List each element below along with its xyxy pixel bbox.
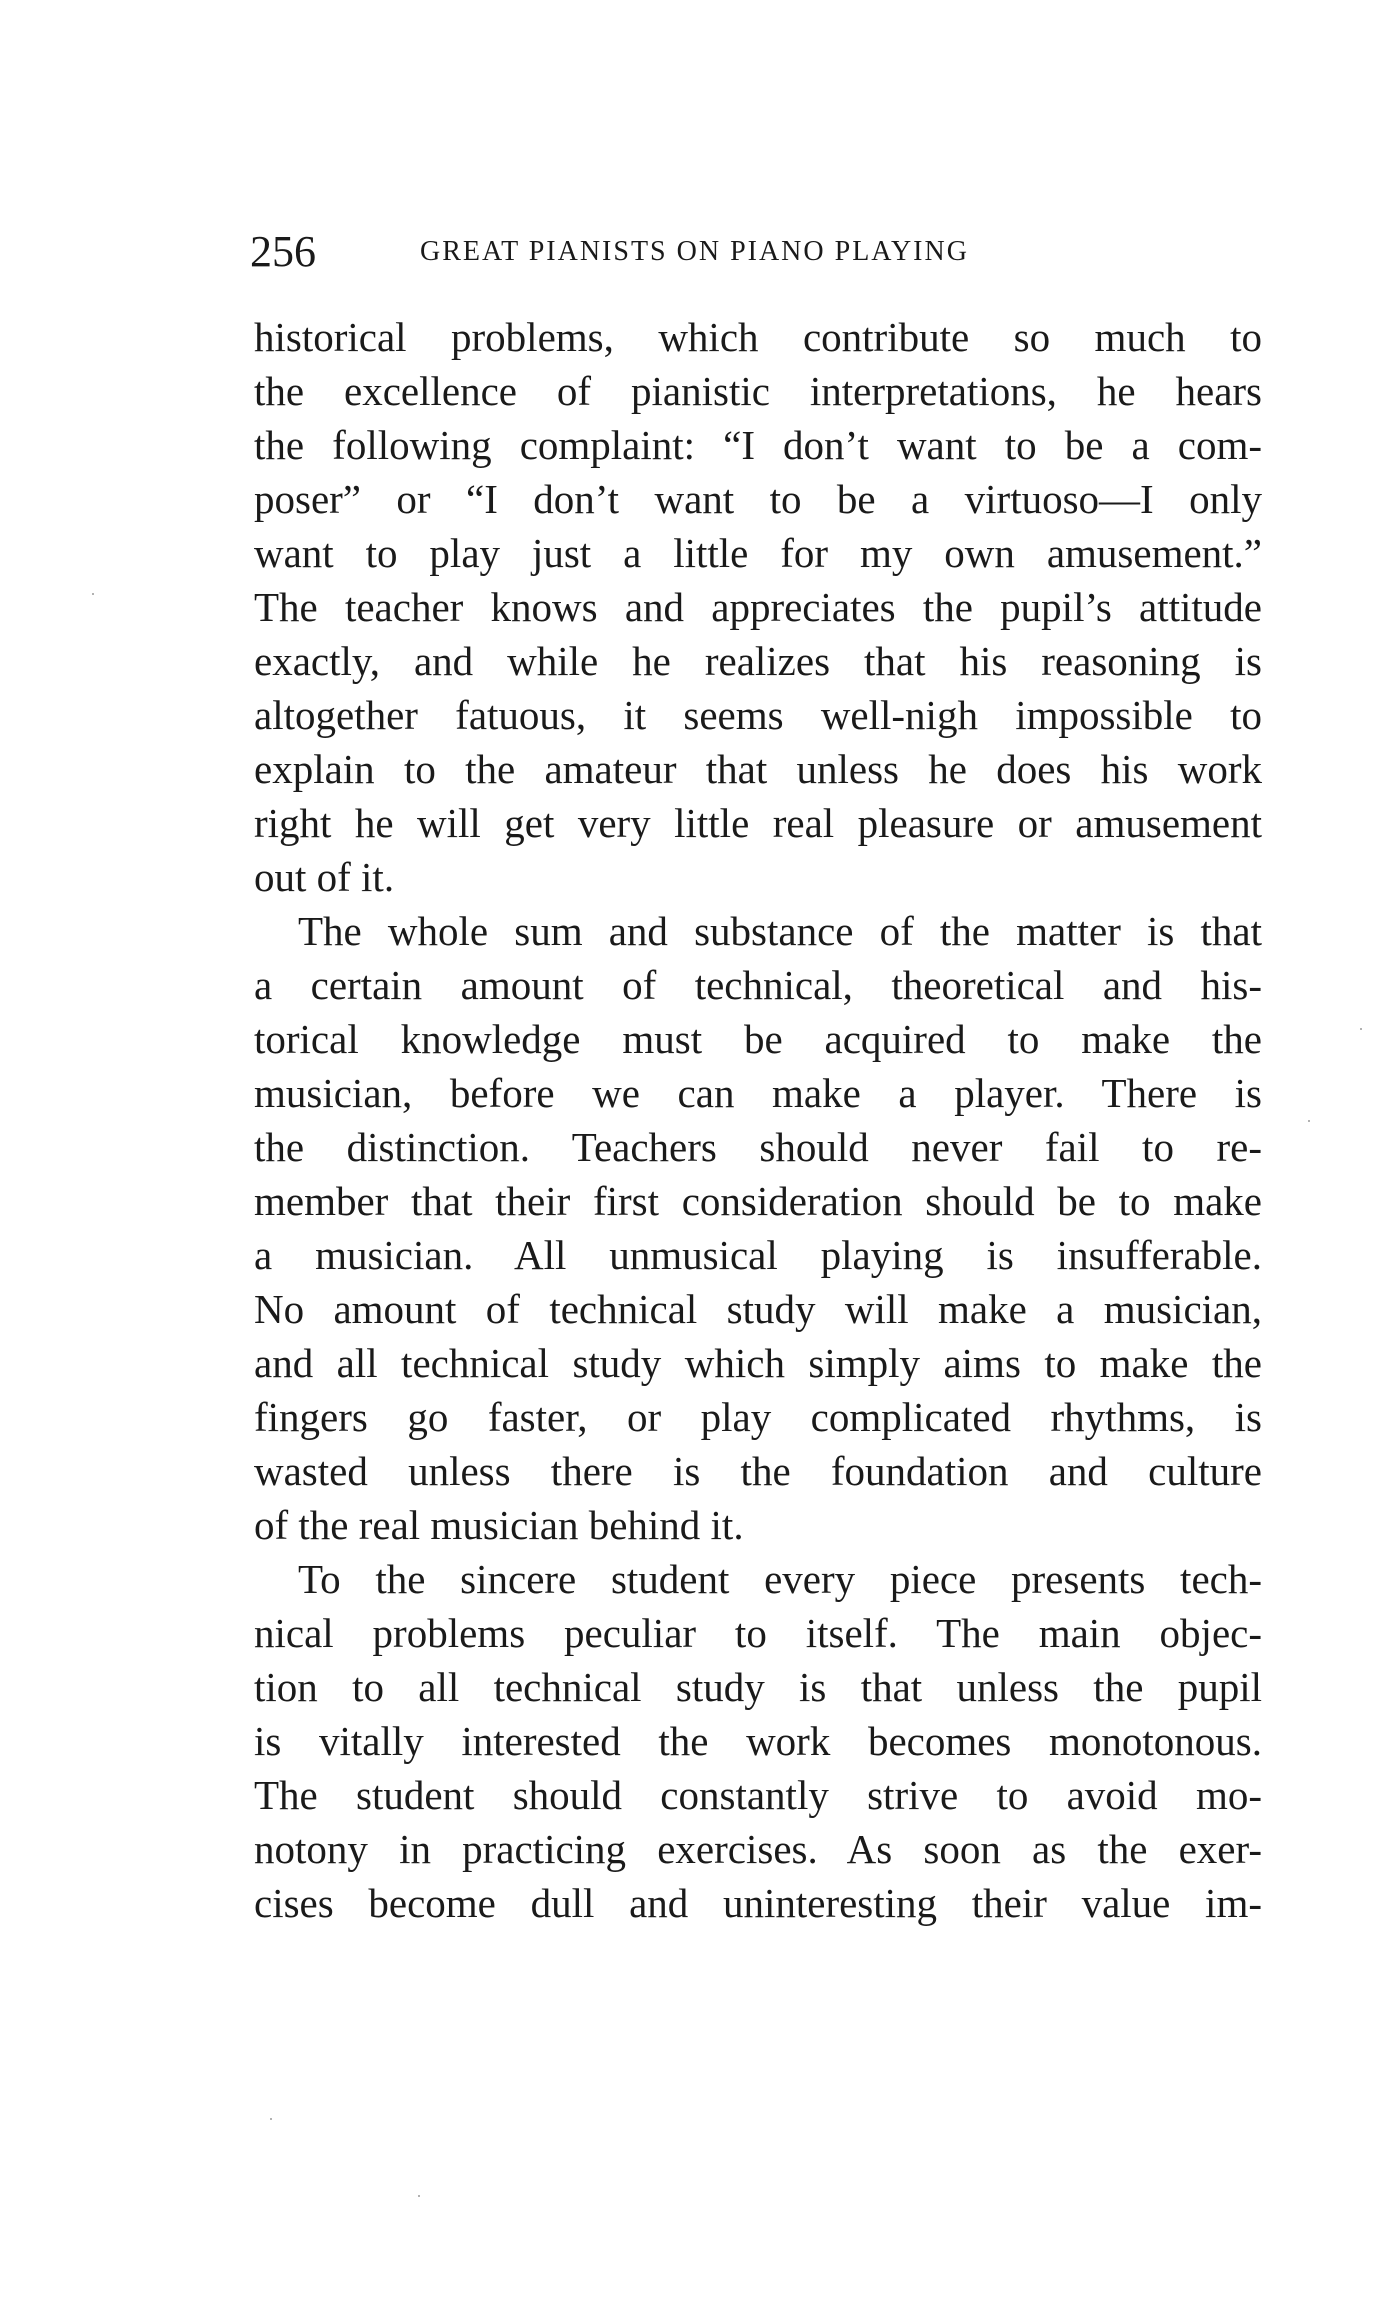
page-number: 256	[250, 227, 316, 276]
text-line: the excellence of pianistic interpretations, he hears	[254, 368, 1262, 414]
text-line: of the real musician behind it.	[254, 1502, 744, 1548]
text-line: a certain amount of technical, theoretical and his-	[254, 962, 1262, 1008]
text-line: a musician. All unmusical playing is insufferable.	[254, 1232, 1262, 1278]
text-line: poser” or “I don’t want to be a virtuoso—I only	[254, 476, 1262, 522]
text-line: explain to the amateur that unless he does his work	[254, 746, 1262, 792]
text-line: tion to all technical study is that unless the pupil	[254, 1664, 1262, 1710]
text-line: notony in practicing exercises. As soon as the exer-	[254, 1826, 1262, 1872]
text-line: is vitally interested the work becomes monotonous.	[254, 1718, 1262, 1764]
text-line: member that their first consideration should be to make	[254, 1178, 1262, 1224]
text-line: out of it.	[254, 854, 395, 900]
text-line: No amount of technical study will make a musician,	[254, 1286, 1262, 1332]
text-line: and all technical study which simply aims to make the	[254, 1340, 1262, 1386]
text-line: want to play just a little for my own amusement.”	[254, 530, 1262, 576]
running-title: GREAT PIANISTS ON PIANO PLAYING	[420, 236, 969, 267]
text-line: the distinction. Teachers should never fail to re-	[254, 1124, 1262, 1170]
scan-speck	[270, 2118, 272, 2120]
text-line: fingers go faster, or play complicated rhythms, is	[254, 1394, 1262, 1440]
text-line: wasted unless there is the foundation and culture	[254, 1448, 1262, 1494]
text-line: the following complaint: “I don’t want to be a com-	[254, 422, 1262, 468]
text-line: To the sincere student every piece presents tech-	[298, 1556, 1262, 1602]
text-line: nical problems peculiar to itself. The main objec-	[254, 1610, 1262, 1656]
text-line: The teacher knows and appreciates the pupil’s attitude	[254, 584, 1262, 630]
text-line: cises become dull and uninteresting their value im-	[254, 1880, 1262, 1926]
scan-speck	[92, 593, 94, 595]
text-line: altogether fatuous, it seems well-nigh impossible to	[254, 692, 1262, 738]
scan-speck	[1360, 1028, 1362, 1030]
text-line: exactly, and while he realizes that his reasoning is	[254, 638, 1262, 684]
text-line: torical knowledge must be acquired to make the	[254, 1016, 1262, 1062]
text-line: right he will get very little real pleasure or amusement	[254, 800, 1262, 846]
running-head	[250, 222, 1260, 282]
scan-speck	[418, 2195, 420, 2197]
scan-speck	[1308, 1120, 1310, 1122]
text-line: historical problems, which contribute so much to	[254, 314, 1262, 360]
text-line: musician, before we can make a player. There is	[254, 1070, 1262, 1116]
text-line: The student should constantly strive to avoid mo-	[254, 1772, 1262, 1818]
body-text	[254, 310, 1262, 1930]
text-line: The whole sum and substance of the matter is that	[298, 908, 1262, 954]
